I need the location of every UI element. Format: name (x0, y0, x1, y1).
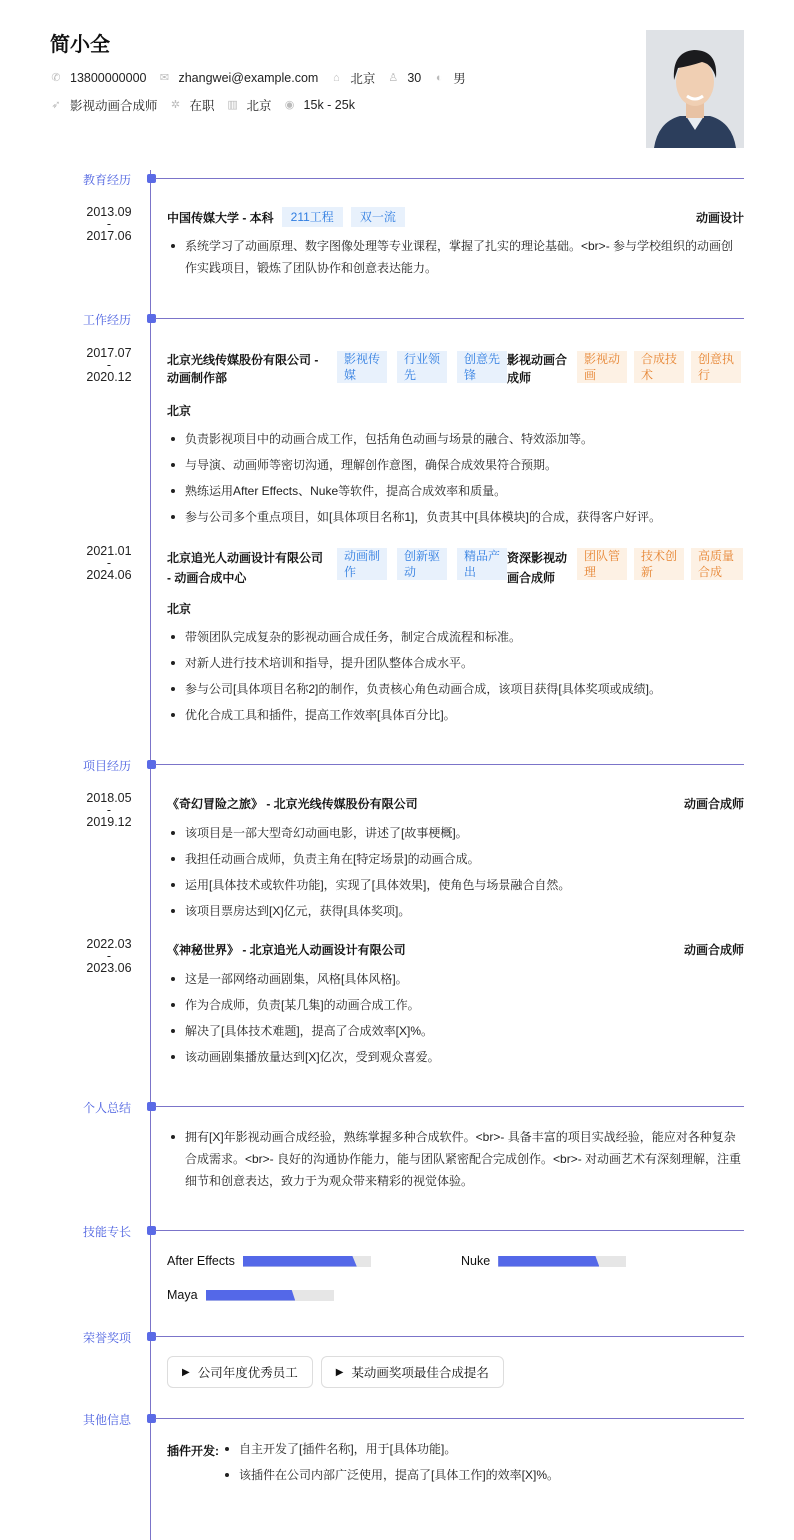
section-divider (155, 1106, 744, 1107)
section-divider (155, 764, 744, 765)
company-tag: 创新驱动 (397, 548, 447, 580)
city: 北京 (350, 72, 376, 86)
skill-level-fill (206, 1290, 296, 1301)
bullet-item: 参与公司[具体项目名称2]的制作，负责核心角色动画合成，该项目获得[具体奖项或成绩]。 (167, 676, 744, 702)
school-tag: 211工程 (282, 207, 343, 227)
section-divider (155, 1418, 744, 1419)
work-bullets (167, 426, 744, 530)
project-title: 《奇幻冒险之旅》 - 北京光线传媒股份有限公司 (167, 797, 418, 811)
company-tag: 精品产出 (457, 548, 507, 580)
contact-row (50, 68, 478, 88)
building-icon: ▥ (227, 99, 238, 111)
position: 资深影视动画合成师 (507, 551, 568, 585)
skill-bar (498, 1256, 626, 1267)
play-icon: ▶ (335, 1366, 344, 1378)
section-title-honors: 荣誉奖项 (82, 1331, 131, 1345)
section-title-projects: 项目经历 (82, 759, 131, 773)
position: 影视动画合成师 (507, 353, 568, 385)
company-tag: 创意先锋 (457, 351, 507, 383)
profile-photo (646, 30, 744, 148)
bullet-item: 负责影视项目中的动画合成工作，包括角色动画与场景的融合、特效添加等。 (167, 426, 744, 452)
bullet-item: 该动画剧集播放量达到[X]亿次，受到观众喜爱。 (167, 1044, 744, 1070)
email: zhangwei@example.com (178, 71, 319, 85)
work-date: 2017.07 - 2020.12 (86, 346, 132, 384)
position-tag: 合成技术 (634, 351, 684, 383)
candidate-name: 简小全 (50, 34, 110, 56)
skill-bar (243, 1256, 371, 1267)
bullet-item: 我担任动画合成师，负责主角在[特定场景]的动画合成。 (167, 846, 744, 872)
work-city: 北京 (167, 404, 192, 418)
home-icon: ⌂ (333, 72, 340, 84)
summary-text: 拥有[X]年影视动画合成经验，熟练掌握多种合成软件。<br>- 具备丰富的项目实战经验，能应对各种复杂合成需求。<br>- 良好的沟通协作能力，能与团队紧密配合完成创作。<br>- 对动画艺术有深刻理解，注重细节和创意表达，致力于为观众带来精彩的视觉体验。 (167, 1126, 744, 1192)
project-header (167, 941, 744, 958)
honors-list (167, 1356, 512, 1388)
project-bullets (167, 820, 744, 924)
bullet-item: 熟练运用After Effects、Nuke等软件，提高合成效率和质量。 (167, 478, 744, 504)
skill-level-fill (243, 1256, 357, 1267)
honor-item[interactable]: ▶ 某动画奖项最佳合成提名 (321, 1356, 504, 1388)
project-title: 《神秘世界》 - 北京追光人动画设计有限公司 (167, 943, 406, 957)
phone: 13800000000 (70, 71, 147, 85)
target-position: 影视动画合成师 (70, 99, 158, 113)
company-tag: 行业领先 (397, 351, 447, 383)
phone-icon: ✆ (51, 72, 61, 84)
bullet-item: 这是一部网络动画剧集，风格[具体风格]。 (167, 966, 744, 992)
company: 北京追光人动画设计有限公司 - 动画合成中心 (167, 551, 324, 585)
skill-bar (206, 1290, 334, 1301)
bullet-item: 带领团队完成复杂的影视动画合成任务，制定合成流程和标准。 (167, 624, 744, 650)
bullet-item: 解决了[具体技术难题]，提高了合成效率[X]%。 (167, 1018, 744, 1044)
job-intent-row (50, 95, 367, 115)
section-title-skills: 技能专长 (82, 1225, 131, 1239)
position-tag: 影视动画 (577, 351, 627, 383)
major: 动画设计 (695, 210, 744, 225)
gender-icon: ◐ (435, 72, 443, 84)
work-date: 2021.01 - 2024.06 (86, 544, 132, 582)
skill-item: After Effects (167, 1254, 371, 1268)
salary-icon: ◉ (284, 99, 295, 111)
honor-item[interactable]: ▶ 公司年度优秀员工 (167, 1356, 313, 1388)
project-date: 2018.05 - 2019.12 (86, 791, 132, 829)
bullet-item: 与导演、动画师等密切沟通，理解创作意图，确保合成效果符合预期。 (167, 452, 744, 478)
section-title-education: 教育经历 (82, 173, 131, 187)
bullet-item: 运用[具体技术或软件功能]，实现了[具体效果]，使角色与场景融合自然。 (167, 872, 744, 898)
education-date: 2013.09 - 2017.06 (86, 205, 132, 243)
project-bullets (167, 966, 744, 1070)
section-title-summary: 个人总结 (82, 1101, 131, 1115)
project-header (167, 795, 744, 812)
position-tag: 创意执行 (691, 351, 741, 383)
bullet-item: 对新人进行技术培训和指导，提升团队整体合成水平。 (167, 650, 744, 676)
project-date: 2022.03 - 2023.06 (86, 937, 132, 975)
section-title-other: 其他信息 (82, 1413, 131, 1427)
other-label: 插件开发: (167, 1444, 219, 1458)
project-role: 动画合成师 (683, 797, 744, 811)
bullet-item: 参与公司多个重点项目，如[具体项目名称1]，负责其中[具体模块]的合成，获得客户好评。 (167, 504, 744, 530)
skill-item: Maya (167, 1288, 334, 1302)
job-status: 在职 (189, 99, 215, 113)
skill-level-fill (498, 1256, 599, 1267)
play-icon: ▶ (182, 1366, 190, 1378)
other-bullets (221, 1436, 741, 1488)
education-header (167, 207, 744, 227)
education-description: 系统学习了动画原理、数字图像处理等专业课程，掌握了扎实的理论基础。<br>- 参与学校组织的动画创作实践项目，锻炼了团队协作和创意表达能力。 (167, 235, 744, 279)
bullet-item: 该插件在公司内部广泛使用，提高了[具体工作]的效率[X]%。 (221, 1462, 741, 1488)
bullet-item: 该项目是一部大型奇幻动画电影，讲述了[故事梗概]。 (167, 820, 744, 846)
project-role: 动画合成师 (683, 943, 744, 957)
age: 30 (407, 71, 422, 85)
school-tag: 双一流 (351, 207, 405, 227)
section-divider (155, 1230, 744, 1231)
position-tag: 团队管理 (577, 548, 627, 580)
target-city: 北京 (246, 99, 272, 113)
section-title-work: 工作经历 (82, 313, 131, 327)
gender: 男 (453, 72, 466, 86)
section-divider (155, 1336, 744, 1337)
status-icon: ✲ (170, 99, 181, 111)
skill-item: Nuke (461, 1254, 626, 1268)
bullet-item: 优化合成工具和插件，提高工作效率[具体百分比]。 (167, 702, 744, 728)
section-divider (155, 178, 744, 179)
company-tag: 影视传媒 (337, 351, 387, 383)
send-icon: ➶ (51, 99, 61, 111)
school: 中国传媒大学 - 本科 (167, 210, 274, 225)
section-divider (155, 318, 744, 319)
company: 北京光线传媒股份有限公司 - 动画制作部 (167, 353, 319, 385)
bullet-item: 作为合成师，负责[某几集]的动画合成工作。 (167, 992, 744, 1018)
salary: 15k - 25k (303, 98, 355, 112)
mail-icon: ✉ (159, 72, 170, 84)
work-bullets (167, 624, 744, 728)
work-header (167, 351, 744, 387)
work-header (167, 548, 744, 588)
position-tag: 高质量合成 (691, 548, 743, 580)
company-tag: 动画制作 (337, 548, 387, 580)
position-tag: 技术创新 (634, 548, 684, 580)
work-city: 北京 (167, 602, 192, 616)
age-icon: ♙ (388, 72, 399, 84)
bullet-item: 该项目票房达到[X]亿元，获得[具体奖项]。 (167, 898, 744, 924)
bullet-item: 自主开发了[插件名称]，用于[具体功能]。 (221, 1436, 741, 1462)
